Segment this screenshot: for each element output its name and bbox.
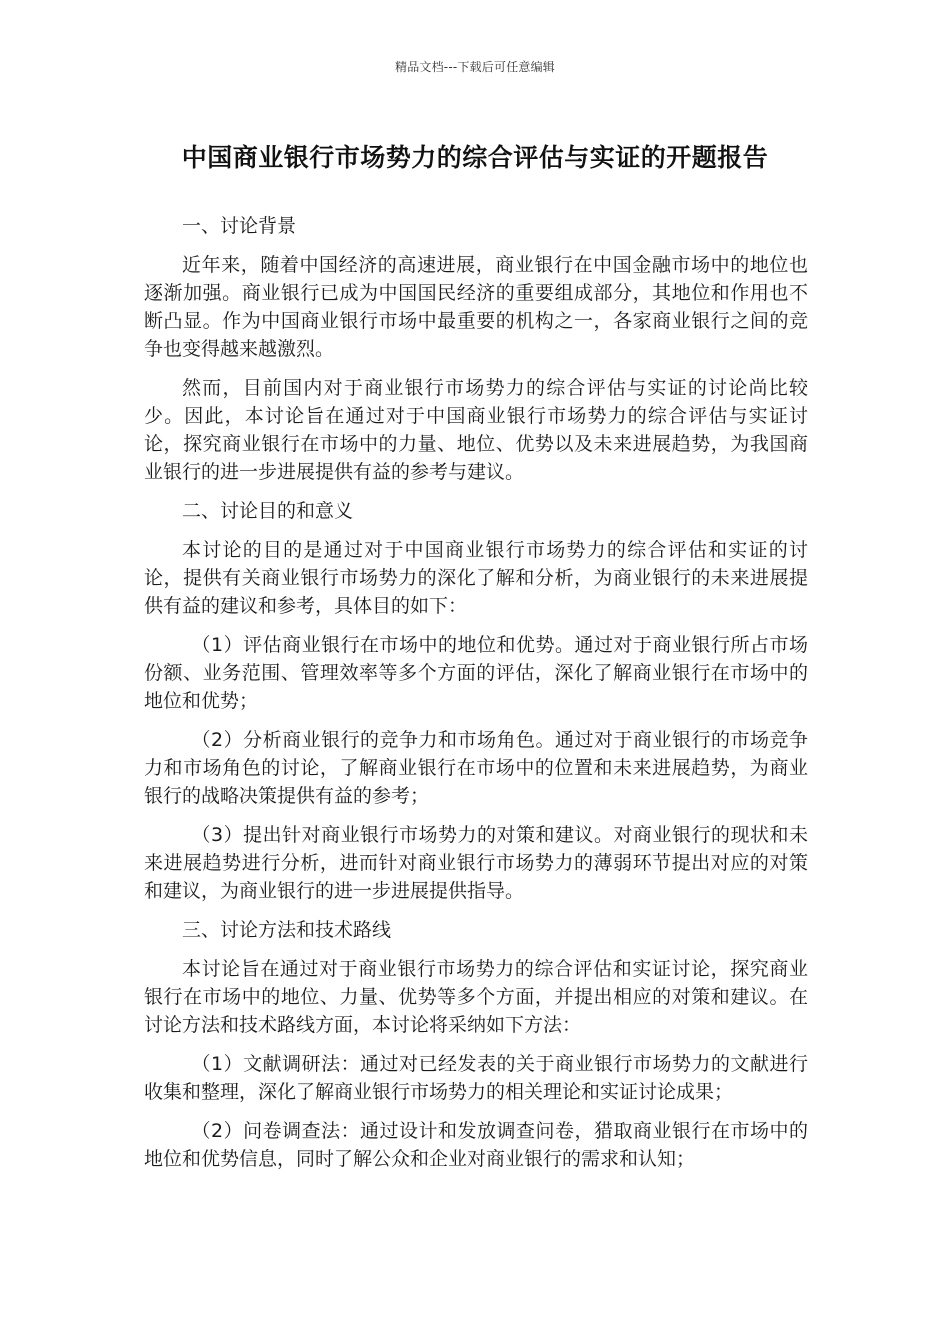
document-title: 中国商业银行市场势力的综合评估与实证的开题报告	[181, 143, 769, 172]
header-note: 精品文档---下载后可任意编辑	[395, 60, 555, 74]
paragraph: 本讨论的目的是通过对于中国商业银行市场势力的综合评估和实证的讨论，提供有关商业银行市场势力的深化了解和分析，为商业银行的未来进展提供有益的建议和参考，具体目的如下：	[144, 539, 808, 617]
list-item: （2）问卷调查法：通过设计和发放调查问卷，猎取商业银行在市场中的地位和优势信息，同时了解公众和企业对商业银行的需求和认知；	[144, 1120, 808, 1170]
list-item: （2）分析商业银行的竞争力和市场角色。通过对于商业银行的市场竞争力和市场角色的讨论，了解商业银行在市场中的位置和未来进展趋势，为商业银行的战略决策提供有益的参考；	[144, 729, 808, 807]
list-item: （3）提出针对商业银行市场势力的对策和建议。对商业银行的现状和未来进展趋势进行分析，进而针对商业银行市场势力的薄弱环节提出对应的对策和建议，为商业银行的进一步进展提供指导。	[144, 824, 808, 902]
document-body	[144, 212, 808, 1184]
list-item: （1）文献调研法：通过对已经发表的关于商业银行市场势力的文献进行收集和整理，深化了解商业银行市场势力的相关理论和实证讨论成果；	[144, 1053, 808, 1103]
list-item: （1）评估商业银行在市场中的地位和优势。通过对于商业银行所占市场份额、业务范围、管理效率等多个方面的评估，深化了解商业银行在市场中的地位和优势；	[144, 634, 808, 712]
section-heading-purpose: 二、讨论目的和意义	[182, 500, 354, 522]
section-heading-methods: 三、讨论方法和技术路线	[182, 919, 392, 941]
paragraph: 本讨论旨在通过对于商业银行市场势力的综合评估和实证讨论，探究商业银行在市场中的地位、力量、优势等多个方面，并提出相应的对策和建议。在讨论方法和技术路线方面，本讨论将采纳如下方法：	[144, 958, 808, 1036]
section-heading-background: 一、讨论背景	[182, 215, 297, 237]
paragraph: 然而，目前国内对于商业银行市场势力的综合评估与实证的讨论尚比较少。因此，本讨论旨在通过对于中国商业银行市场势力的综合评估与实证讨论，探究商业银行在市场中的力量、地位、优势以及未来进展趋势，为我国商业银行的进一步进展提供有益的参考与建议。	[144, 377, 808, 483]
paragraph: 近年来，随着中国经济的高速进展，商业银行在中国金融市场中的地位也逐渐加强。商业银行已成为中国国民经济的重要组成部分，其地位和作用也不断凸显。作为中国商业银行市场中最重要的机构之一，各家商业银行之间的竞争也变得越来越激烈。	[144, 254, 808, 360]
